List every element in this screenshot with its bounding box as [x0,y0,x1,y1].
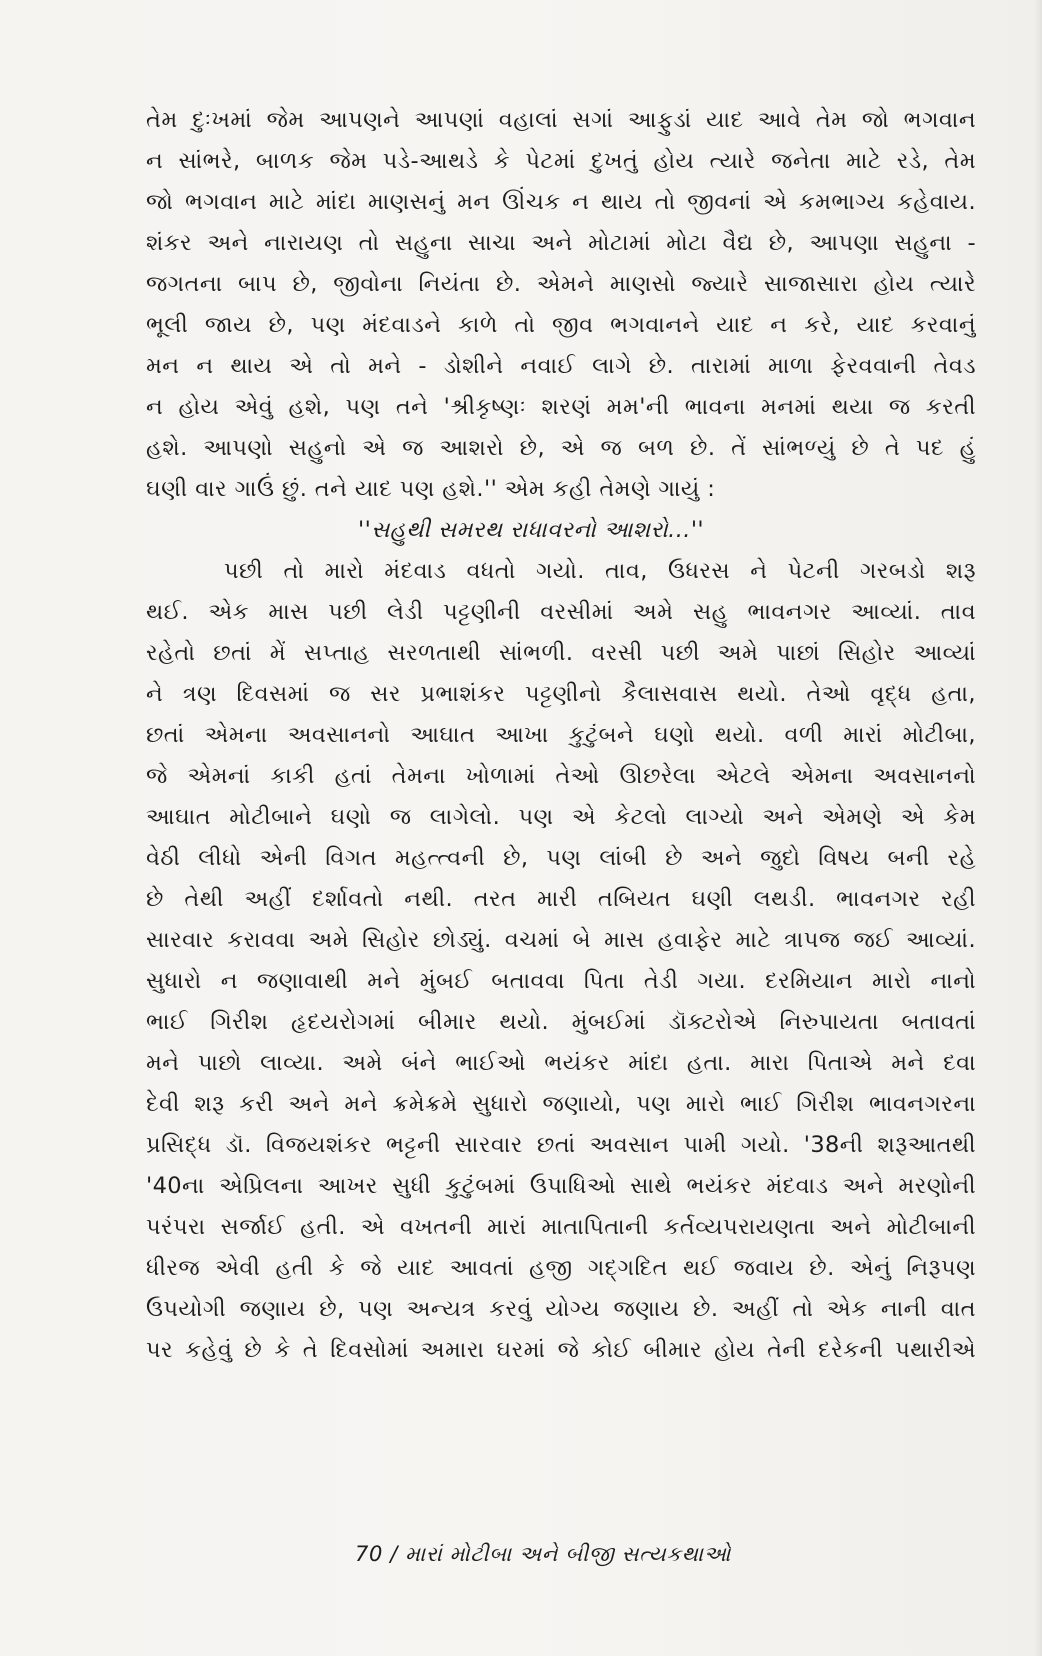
body-line: મન ન થાય એ તો મને - ડોશીને નવાઈ લાગે છે. તારામાં માળા ફેરવવાની તેવડ [146,353,976,379]
body-line: પરંપરા સર્જાઈ હતી. એ વખતની મારાં માતાપિતાની કર્તવ્યપરાયણતા અને મોટીબાની [146,1214,976,1240]
body-line: આઘાત મોટીબાને ઘણો જ લાગેલો. પણ એ કેટલો લાગ્યો અને એમણે એ કેમ [146,804,976,830]
body-line: જગતના બાપ છે, જીવોના નિયંતા છે. એમને માણસો જ્યારે સાજાસારા હોય ત્યારે [146,271,976,297]
body-line: જો ભગવાન માટે માંદા માણસનું મન ઊંચક ન થાય તો જીવનાં એ કમભાગ્ય કહેવાય. [146,189,976,215]
body-line: '40ના એપ્રિલના આખર સુધી કુટુંબમાં ઉપાધિઓ સાથે ભયંકર મંદવાડ અને મરણોની [146,1173,976,1199]
page-edge-shadow [1034,0,1042,1656]
body-line: મને પાછો લાવ્યા. અમે બંને ભાઈઓ ભયંકર માંદા હતા. મારા પિતાએ મને દવા [146,1050,976,1076]
body-line: ભૂલી જાય છે, પણ મંદવાડને કાળે તો જીવ ભગવાનને યાદ ન કરે, યાદ કરવાનું [146,312,976,338]
body-line: છે તેથી અહીં દર્શાવતો નથી. તરત મારી તબિયત ઘણી લથડી. ભાવનગર રહી [146,886,976,912]
body-line: હશે. આપણો સહુનો એ જ આશરો છે, એ જ બળ છે. તેં સાંભળ્યું છે તે પદ હું [146,435,976,461]
body-line: જે એમનાં કાકી હતાં તેમના ખોળામાં તેઓ ઊછરેલા એટલે એમના અવસાનનો [146,763,976,789]
body-line: સારવાર કરાવવા અમે સિહોર છોડ્યું. વચમાં બે માસ હવાફેર માટે ત્રાપજ જઈ આવ્યાં. [146,927,976,953]
paragraph-first-line: પછી તો મારો મંદવાડ વધતો ગયો. તાવ, ઉધરસ ને પેટની ગરબડો શરૂ [224,558,976,584]
body-line: ને ત્રણ દિવસમાં જ સર પ્રભાશંકર પટ્ટણીનો કૈલાસવાસ થયો. તેઓ વૃદ્ધ હતા, [146,681,976,707]
body-line: થઈ. એક માસ પછી લેડી પટ્ટણીની વરસીમાં અમે સહુ ભાવનગર આવ્યાં. તાવ [146,599,976,625]
body-line: પ્રસિદ્ધ ડૉ. વિજયશંકર ભટ્ટની સારવાર છતાં અવસાન પામી ગયો. '38ની શરૂઆતથી [146,1132,976,1158]
body-line: ઘણી વાર ગાઉં છું. તને યાદ પણ હશે.'' એમ કહી તેમણે ગાયું : [146,476,716,502]
body-line: ન સાંભરે, બાળક જેમ પડે-આથડે કે પેટમાં દુખતું હોય ત્યારે જનેતા માટે રડે, તેમ [146,148,976,174]
body-line: ન હોય એવું હશે, પણ તને 'શ્રીકૃષ્ણઃ શરણં મમ'ની ભાવના મનમાં થયા જ કરતી [146,394,976,420]
body-line: ધીરજ એવી હતી કે જે યાદ આવતાં હજી ગદ્ગદિત થઈ જવાય છે. એનું નિરૂપણ [146,1255,976,1281]
body-line: શંકર અને નારાયણ તો સહુના સાચા અને મોટામાં મોટા વૈદ્ય છે, આપણા સહુના - [146,230,976,256]
body-line: રહેતો છતાં મેં સપ્તાહ સરળતાથી સાંભળી. વરસી પછી અમે પાછાં સિહોર આવ્યાં [146,640,976,666]
body-line: સુધારો ન જણાવાથી મને મુંબઈ બતાવવા પિતા તેડી ગયા. દરમિયાન મારો નાનો [146,968,976,994]
body-line: ઉપયોગી જણાય છે, પણ અન્યત્ર કરવું યોગ્ય જણાય છે. અહીં તો એક નાની વાત [146,1296,976,1322]
body-line: છતાં એમના અવસાનનો આઘાત આખા કુટુંબને ઘણો થયો. વળી મારાં મોટીબા, [146,722,976,748]
body-line: તેમ દુઃખમાં જેમ આપણને આપણાં વહાલાં સગાં આફુડાં યાદ આવે તેમ જો ભગવાન [146,107,976,133]
body-line: દેવી શરૂ કરી અને મને ક્રમેક્રમે સુધારો જણાયો, પણ મારો ભાઈ ગિરીશ ભાવનગરના [146,1091,976,1117]
body-text [146,100,976,1371]
body-line: ભાઈ ગિરીશ હૃદયરોગમાં બીમાર થયો. મુંબઈમાં ડૉક્ટરોએ નિરુપાયતા બતાવતાં [146,1009,976,1035]
quoted-verse: ''સહુથી સમરથ રાધાવરનો આશરો...'' [358,517,704,543]
page-footer-folio: 70 / મારાં મોટીબા અને બીજી સત્યકથાઓ [355,1542,731,1566]
body-line: પર કહેવું છે કે તે દિવસોમાં અમારા ઘરમાં જે કોઈ બીમાર હોય તેની દરેકની પથારીએ [146,1337,976,1363]
body-line: વેઠી લીધો એની વિગત મહત્ત્વની છે, પણ લાંબી છે અને જુદો વિષય બની રહે [146,845,976,871]
